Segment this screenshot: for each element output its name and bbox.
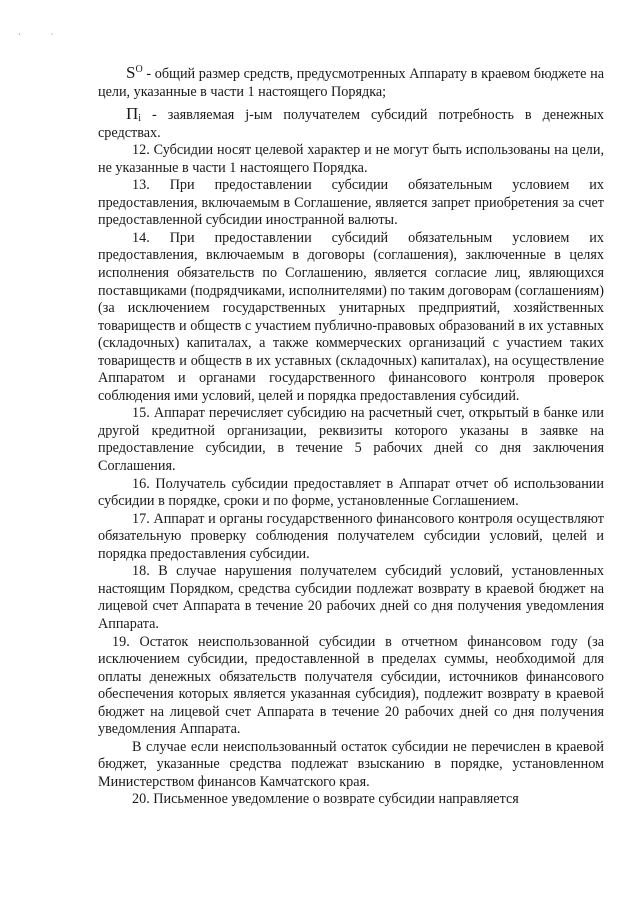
- paragraph-20: 20. Письменное уведомление о возврате субсидии направляется: [132, 791, 519, 808]
- so-symbol: [126, 63, 143, 82]
- paragraph-16: 16. Получатель субсидии предоставляет в Аппарат отчет об использовании субсидии в порядке, сроки и по форме, установленные Соглашением.: [98, 475, 604, 510]
- so-symbol-base: S: [126, 63, 136, 82]
- paragraph-19-continuation: В случае если неиспользованный остаток субсидии не перечислен в краевой бюджет, указанные средства подлежат взысканию в порядке, установленном Министерством финансов Камчатского края.: [98, 738, 604, 790]
- so-definition: [98, 64, 604, 101]
- so-definition-text: - общий размер средств, предусмотренных Аппарату в краевом бюджете на цели, указанные в части 1 настоящего Порядка;: [98, 66, 604, 100]
- document-body: [98, 64, 604, 809]
- paragraph-17: 17. Аппарат и органы государственного финансового контроля осуществляют обязательную проверку соблюдения получателем субсидии условий, целей и порядка предоставления субсидии.: [98, 510, 604, 562]
- pi-symbol: [126, 104, 141, 123]
- pi-symbol-sub: i: [138, 113, 142, 125]
- pi-definition-text: - заявляемая j-ым получателем субсидий потребность в денежных средствах.: [98, 107, 604, 141]
- pi-definition: [98, 105, 604, 142]
- page-marks: · ·: [18, 30, 68, 39]
- paragraph-15: 15. Аппарат перечисляет субсидию на расчетный счет, открытый в банке или другой кредитной организации, реквизиты которого указаны в заявке на предоставление субсидии, в течение 5 рабочих дней со дня заключения Соглашения.: [98, 405, 604, 475]
- paragraph-18: 18. В случае нарушения получателем субсидий условий, установленных настоящим Порядком, средства субсидии подлежат возврату в краевой бюджет на лицевой счет Аппарата в течение 20 рабочих дней со дня получения уведомления Аппарата.: [98, 563, 604, 632]
- paragraph-12: 12. Субсидии носят целевой характер и не могут быть использованы на цели, не указанные в части 1 настоящего Порядка.: [98, 142, 604, 176]
- paragraph-19: 19. Остаток неиспользованной субсидии в отчетном финансовом году (за исключением субсидии, предоставленной в пределах суммы, необходимой для оплаты денежных обязательств получателя субсидии, источников финансового обеспечения которых является указанная субсидия), подлежит возврату в краевой бюджет на лицевой счет Аппарата в течение 20 рабочих дней со дня получения уведомления Аппарата.: [98, 633, 604, 738]
- pi-symbol-base: П: [126, 104, 139, 124]
- so-symbol-sup: O: [135, 64, 143, 75]
- paragraph-14: 14. При предоставлении субсидий обязательным условием их предоставления, включаемым в договоры (соглашения), заключенные в целях исполнения обязательств по Соглашению, является согласие лиц, являющихся поставщиками (подрядчиками, исполнителями) по таким договорам (соглашениям) (за исключением государственных унитарных предприятий, хозяйственных товариществ и обществ с участием публично-правовых образований в их уставных (складочных) капиталах, а также коммерческих организаций с участием таких товариществ и обществ в их уставных (складочных) капиталах), на осуществление Аппаратом и органами государственного финансового контроля проверок соблюдения ими условий, целей и порядка предоставления субсидий.: [98, 229, 604, 404]
- paragraph-13: 13. При предоставлении субсидии обязательным условием их предоставления, включаемым в Соглашение, является запрет приобретения за счет предоставленной субсидии иностранной валюты.: [98, 177, 604, 229]
